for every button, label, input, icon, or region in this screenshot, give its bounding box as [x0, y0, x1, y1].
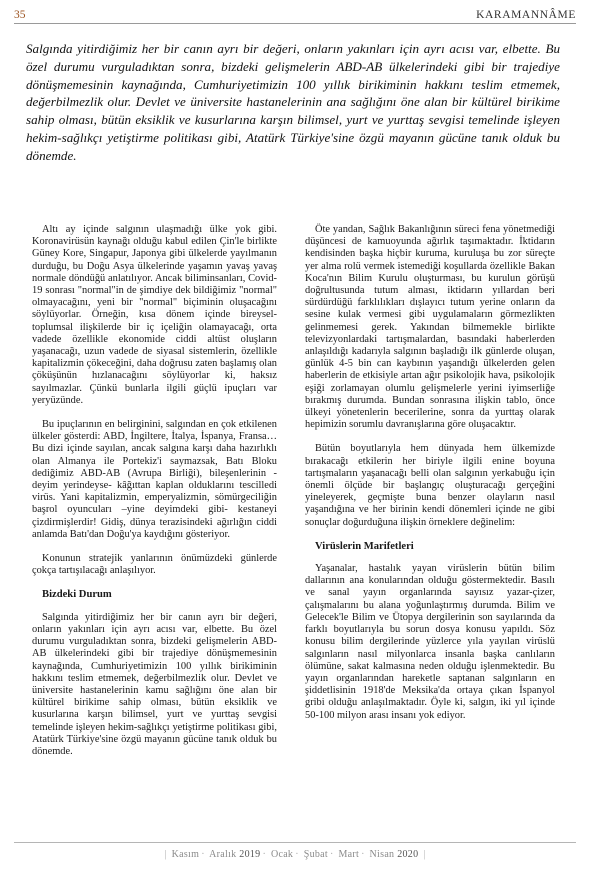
right-column — [305, 224, 555, 734]
footer-month: Aralık — [209, 849, 237, 860]
footer-month: Kasım — [171, 849, 200, 860]
lead-quote: Salgında yitirdiğimiz her bir canın ayrı bir değeri, onların yakınları için ayrı acısı var, elbette. Bu özel durumu vurguladıktan sonra, bizdeki gelişmelerin ABD-AB ülkelerindeki gibi bir trajediye dönüşmemesinin kaynağında, Cumhuriyetimizin 100 yıllık birikiminin hakkını teslim etmemek, değerbilmezlik olur. Devlet ve üniversite hastanelerinin ana sağlığını öne alan bir kültürel birikime sahip olması, bütün eksiklik ve kusurlarına karşın bilimsel, yurt ve yurttaş sevgisi temelinde işleyen hekim-sağlıkçı yetiştirme politikası gibi, Atatürk Türkiye'sine özgü mayanın gücüne tanık olduk bu dönemde. — [26, 41, 560, 163]
paragraph: Bu ipuçlarının en belirginini, salgından en çok etkilenen ülkeler gösterdi: ABD, İngiltere, İtalya, İspanya, Fransa… Bu dizi içinde sayılan, ancak salgına karşı daha hazırlıklı olan Almanya ile Portekiz'i saymazsak, Batı Bloku dediğimiz ABD-AB (Avrupa Birliği), bileşenlerinin -deyim yerindeyse- kâğıttan kaplan olduklarını tescilledi virüs. Yani kapitalizmin, emperyalizmin, sömürgeciliğin başrol oyuncuları –yine deyimdeki gibi- kestaneyi çizdirmişlerdir! Gidiş, dünya terazisindeki ağırlığın ciddi anlamda Batı'dan Doğu'ya kaydığını gösteriyor. — [32, 419, 277, 540]
left-column — [32, 224, 277, 770]
footer-month: Ocak — [270, 849, 294, 860]
footer-month: Nisan — [369, 849, 395, 860]
footer-month: Mart — [338, 849, 360, 860]
footer-divider — [14, 842, 576, 843]
paragraph: Konunun stratejik yanlarının önümüzdeki günlerde çokça tartışılacağı anlaşılıyor. — [32, 553, 277, 577]
section-heading-bizdeki-durum: Bizdeki Durum — [42, 589, 112, 601]
page-number: 35 — [14, 9, 26, 21]
header-divider — [14, 23, 576, 24]
paragraph: Bütün boyutlarıyla hem dünyada hem ülkemizde bırakacağı etkilerin her biriyle ilgili enine boyuna tartışmaların yaşanacağı belli olan salgının yerkabuğu için önemli ölçüde bir başlangıç oluşturacağı gerçeğini yineleyerek, geçmişte buna benzer olayların nasıl yaşandığına ve her birinin kendi dönemleri içinde ne gibi sonuçlar doğurduğuna ilişkin örneklere değinelim: — [305, 443, 555, 528]
paragraph: Salgında yitirdiğimiz her bir canın ayrı bir değeri, onların yakınları için ayrı acısı var, elbette. Bu özel durumu vurguladıktan sonra, bizdeki gelişmelerin ABD-AB ülkelerindeki gibi bir trajediye dönüşmemesinin kaynağında, Cumhuriyetimizin 100 yıllık birikiminin hakkını teslim etmemek, değerbilmezlik olur. Devlet ve üniversite hastanelerinin kamu sağlığını öne alan bir kültürel birikime sahip olması, bütün eksiklik ve kusurlarına karşın bilimsel, yurt ve yurttaş sevgisi temelinde işleyen hekim-sağlıkçı yetiştirme politikası gibi, Atatürk Türkiye'sine özgü mayanın gücüne tanık olduk bu dönemde. — [32, 611, 277, 757]
section-heading-virusler: Virüslerin Marifetleri — [315, 540, 414, 552]
page-header — [14, 6, 576, 22]
paragraph: Öte yandan, Sağlık Bakanlığının süreci fena yönetmediği düşüncesi de kamuoyunda ağırlık taşımaktadır. İktidarın kendisinden başka hiçbir kuruma, kuruluşa bu zor süreçte yer alma rolü vermek istemediği koşullarda özellikle Bakan Koca'nın Bilim Kurulu oluşturması, bu kurulun görüşü doğrultusunda tutum alması, iktidarın yıllardan beri sürdürdüğü farklılıkları dışlayıcı tutum yerine onların da sesine kulak vermesi gibi uygulamaların görmezlikten gelinmemesi gerek. Yakından bilmemekle birlikte televizyonlardaki tartışmalardan, basındaki haberlerden anlaşıldığı kadarıyla salgının başladığı ilk günlerde oluşan, günlük 4-5 bin can kaybının yaşandığı ülkelerden gelen haberlerin de etkisiyle artan ağır psikolojik hava, psikolojik eşiği zorlamayan olumlu gelişmelerle yerini iyimserliğe bırakmış durumda. Bundan sonrasına ilişkin tablo, önce ülkeyi yönetenlerin becerilerine, sonra da yurttaş olarak hepimizin sorumlu davranışlarına göre oluşacaktır. — [305, 224, 555, 431]
footer-month: Şubat — [303, 849, 328, 860]
journal-title: KARAMANNÂME — [476, 9, 576, 21]
paragraph: Altı ay içinde salgının ulaşmadığı ülke yok gibi. Koronavirüsün kaynağı olduğu kabul edilen Çin'le birlikte Güney Kore, Singapur, Japonya gibi ülkelerde yayılmanın durduğu, bu Doğu Asya ülkelerinde yaşamın yavaş yavaş normale döndüğü anlatılıyor. Ancak biliminsanları, Covid-19 sonrası "normal"in de şimdiye dek bildiğimiz "normal" olmayacağını, yeni bir "normal" biçiminin oluşacağını söylüyorlar. Örneğin, kısa dönem içinde bireysel-toplumsal ilişkilerde bir iç içeliğin olamayacağı, orta vadede özellikle ekonomide ciddi altüst oluşların yaşanacağı, uzun vadede de siyasal sistemlerin, özellikle kapitalizmin çökeceğini, daha doğrusu zaten başlamış olan çöküşünün hızlanacağını söylüyorlar ki, haksız sayılmazlar. Çünkü bunlarla ilgili güçlü ipuçları var yeryüzünde. — [32, 224, 277, 406]
paragraph: Yaşanalar, hastalık yayan virüslerin bütün bilim dallarının ana konularından olduğu göstermektedir. Basılı ve sanal yayın organlarında sayısız yazar-çizer, çalışmalarını bu alana yoğunlaştırmış durumda. Bilim ve Gelecek'le Bilim ve Ütopya dergilerinin son sayılarında da farklı boyutlarıyla bu sorun dosya konusu yapıldı. Söz konusu bilim dergilerinde yüzlerce yıla yayılan virüslü salgınların nasıl milyonlarca insanla başka canlıların ölümüne, sakat kalmasına neden olduğu işlenmektedir. Bu yayın organlarından hareketle saptanan salgınların en şiddetlisinin 1918'de Meksika'da ortaya çıkan İspanyol gribi olduğu anlaşılmaktadır. Öyle ki, salgın, iki yıl içinde 50-100 milyon arası insanı yok ediyor. — [305, 563, 555, 721]
footer-year: 2019 — [239, 849, 261, 860]
page-footer: | Kasım · Aralık 2019 · Ocak · Şubat · Mart · Nisan 2020 | — [164, 849, 426, 860]
footer-year: 2020 — [397, 849, 419, 860]
